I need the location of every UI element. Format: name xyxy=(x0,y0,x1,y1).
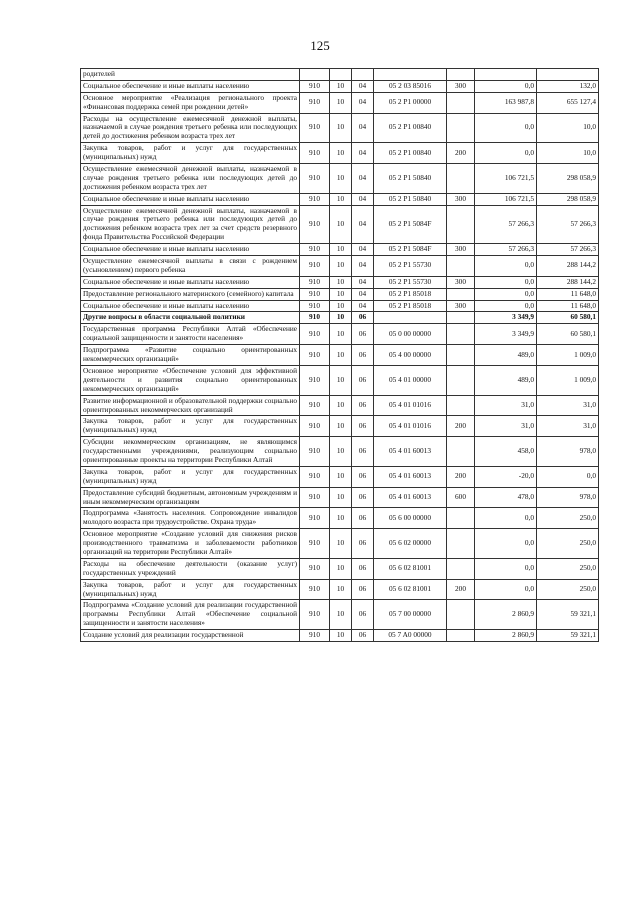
section-code-cell: 10 xyxy=(330,466,352,487)
target-article-cell: 05 2 P1 00000 xyxy=(374,92,447,113)
target-article-cell: 05 4 01 60013 xyxy=(374,437,447,467)
amount-2-cell: 1 009,0 xyxy=(537,345,599,366)
section-code-cell: 10 xyxy=(330,300,352,312)
target-article-cell xyxy=(374,69,447,81)
subsection-code-cell: 06 xyxy=(352,529,374,559)
row-name-cell: Предоставление регионального материнского (семейного) капитала xyxy=(81,288,300,300)
table-row xyxy=(81,164,599,194)
target-article-cell: 05 2 P1 85018 xyxy=(374,300,447,312)
ministry-code-cell: 910 xyxy=(300,244,330,256)
ministry-code-cell: 910 xyxy=(300,365,330,395)
expense-type-cell xyxy=(447,69,475,81)
amount-1-cell: 3 349,9 xyxy=(475,312,537,324)
row-name-cell: Осуществление ежемесячной выплаты в связи с рождением (усыновлением) первого ребенка xyxy=(81,256,300,277)
amount-1-cell: 458,0 xyxy=(475,437,537,467)
target-article-cell: 05 4 01 00000 xyxy=(374,365,447,395)
amount-2-cell: 298 058,9 xyxy=(537,164,599,194)
amount-1-cell: 57 266,3 xyxy=(475,205,537,244)
amount-2-cell: 288 144,2 xyxy=(537,276,599,288)
subsection-code-cell: 04 xyxy=(352,92,374,113)
table-row xyxy=(81,193,599,205)
row-name-cell: Основное мероприятие «Реализация регионального проекта «Финансовая поддержка семей при рождении детей» xyxy=(81,92,300,113)
row-name-cell: Социальное обеспечение и иные выплаты населению xyxy=(81,80,300,92)
subsection-code-cell: 04 xyxy=(352,80,374,92)
table-row xyxy=(81,324,599,345)
amount-2-cell: 57 266,3 xyxy=(537,244,599,256)
target-article-cell: 05 6 02 81001 xyxy=(374,558,447,579)
table-row xyxy=(81,395,599,416)
amount-1-cell: 0,0 xyxy=(475,558,537,579)
ministry-code-cell: 910 xyxy=(300,345,330,366)
amount-2-cell: 655 127,4 xyxy=(537,92,599,113)
expense-type-cell: 300 xyxy=(447,193,475,205)
section-code-cell: 10 xyxy=(330,113,352,143)
target-article-cell: 05 2 P1 00840 xyxy=(374,143,447,164)
table-row xyxy=(81,256,599,277)
amount-2-cell: 60 580,1 xyxy=(537,324,599,345)
row-name-cell: Закупка товаров, работ и услуг для государственных (муниципальных) нужд xyxy=(81,579,300,600)
ministry-code-cell: 910 xyxy=(300,558,330,579)
expense-type-cell xyxy=(447,437,475,467)
target-article-cell: 05 2 P1 50840 xyxy=(374,193,447,205)
amount-2-cell: 0,0 xyxy=(537,466,599,487)
section-code-cell: 10 xyxy=(330,395,352,416)
subsection-code-cell: 04 xyxy=(352,300,374,312)
section-code-cell: 10 xyxy=(330,205,352,244)
section-code-cell: 10 xyxy=(330,630,352,642)
ministry-code-cell xyxy=(300,69,330,81)
section-code-cell: 10 xyxy=(330,288,352,300)
target-article-cell: 05 2 P1 55730 xyxy=(374,256,447,277)
ministry-code-cell: 910 xyxy=(300,92,330,113)
row-name-cell: Расходы на осуществление ежемесячной денежной выплаты, назначаемой в случае рождения третьего ребенка или последующих детей до достижения ребенком возраста трех лет xyxy=(81,113,300,143)
section-code-cell: 10 xyxy=(330,193,352,205)
expense-type-cell xyxy=(447,113,475,143)
section-code-cell: 10 xyxy=(330,324,352,345)
table-row xyxy=(81,288,599,300)
amount-1-cell: 0,0 xyxy=(475,529,537,559)
table-row xyxy=(81,244,599,256)
table-row xyxy=(81,69,599,81)
subsection-code-cell: 06 xyxy=(352,345,374,366)
subsection-code-cell: 06 xyxy=(352,324,374,345)
subsection-code-cell: 06 xyxy=(352,558,374,579)
target-article-cell: 05 7 A0 00000 xyxy=(374,630,447,642)
table-row xyxy=(81,345,599,366)
amount-2-cell: 250,0 xyxy=(537,579,599,600)
target-article-cell: 05 7 00 00000 xyxy=(374,600,447,630)
row-name-cell: Осуществление ежемесячной денежной выплаты, назначаемой в случае рождения третьего ребенка или последующих детей до достижения ребенком возраста трех лет за счет средств резервного фонда Правительства Российской Федерации xyxy=(81,205,300,244)
subsection-code-cell: 04 xyxy=(352,256,374,277)
row-name-cell: Социальное обеспечение и иные выплаты населению xyxy=(81,300,300,312)
expense-type-cell: 300 xyxy=(447,300,475,312)
ministry-code-cell: 910 xyxy=(300,80,330,92)
ministry-code-cell: 910 xyxy=(300,193,330,205)
amount-2-cell: 31,0 xyxy=(537,395,599,416)
amount-1-cell: 0,0 xyxy=(475,256,537,277)
section-code-cell: 10 xyxy=(330,276,352,288)
table-row xyxy=(81,630,599,642)
ministry-code-cell: 910 xyxy=(300,113,330,143)
amount-2-cell: 60 580,1 xyxy=(537,312,599,324)
amount-1-cell: 0,0 xyxy=(475,143,537,164)
table-row xyxy=(81,437,599,467)
amount-2-cell: 132,0 xyxy=(537,80,599,92)
table-row xyxy=(81,143,599,164)
ministry-code-cell: 910 xyxy=(300,395,330,416)
amount-2-cell: 978,0 xyxy=(537,487,599,508)
subsection-code-cell: 06 xyxy=(352,508,374,529)
amount-2-cell: 31,0 xyxy=(537,416,599,437)
row-name-cell: Подпрограмма «Развитие социально ориентированных некоммерческих организаций» xyxy=(81,345,300,366)
amount-1-cell: 0,0 xyxy=(475,80,537,92)
expense-type-cell xyxy=(447,365,475,395)
expense-type-cell xyxy=(447,508,475,529)
section-code-cell: 10 xyxy=(330,345,352,366)
ministry-code-cell: 910 xyxy=(300,466,330,487)
amount-1-cell: 31,0 xyxy=(475,416,537,437)
ministry-code-cell: 910 xyxy=(300,529,330,559)
amount-2-cell: 57 266,3 xyxy=(537,205,599,244)
expense-type-cell xyxy=(447,256,475,277)
ministry-code-cell: 910 xyxy=(300,276,330,288)
amount-1-cell: 106 721,5 xyxy=(475,193,537,205)
ministry-code-cell: 910 xyxy=(300,416,330,437)
section-code-cell: 10 xyxy=(330,256,352,277)
amount-2-cell: 10,0 xyxy=(537,113,599,143)
target-article-cell: 05 2 P1 55730 xyxy=(374,276,447,288)
table-row xyxy=(81,300,599,312)
section-code-cell: 10 xyxy=(330,437,352,467)
target-article-cell: 05 4 01 01016 xyxy=(374,416,447,437)
expense-type-cell: 200 xyxy=(447,579,475,600)
amount-2-cell: 298 058,9 xyxy=(537,193,599,205)
table-row xyxy=(81,312,599,324)
target-article-cell: 05 2 P1 5084F xyxy=(374,205,447,244)
target-article-cell xyxy=(374,312,447,324)
subsection-code-cell: 06 xyxy=(352,365,374,395)
ministry-code-cell: 910 xyxy=(300,600,330,630)
subsection-code-cell: 06 xyxy=(352,487,374,508)
subsection-code-cell: 06 xyxy=(352,579,374,600)
subsection-code-cell: 06 xyxy=(352,395,374,416)
section-code-cell: 10 xyxy=(330,487,352,508)
row-name-cell: родителей xyxy=(81,69,300,81)
table-row xyxy=(81,276,599,288)
table-body xyxy=(81,69,599,642)
target-article-cell: 05 0 00 00000 xyxy=(374,324,447,345)
row-name-cell: Закупка товаров, работ и услуг для государственных (муниципальных) нужд xyxy=(81,466,300,487)
amount-2-cell: 11 648,0 xyxy=(537,288,599,300)
amount-1-cell: 106 721,5 xyxy=(475,164,537,194)
row-name-cell: Развитие информационной и образовательной поддержки социально ориентированных некоммерческих организаций xyxy=(81,395,300,416)
row-name-cell: Закупка товаров, работ и услуг для государственных (муниципальных) нужд xyxy=(81,416,300,437)
expense-type-cell xyxy=(447,205,475,244)
expense-type-cell: 200 xyxy=(447,466,475,487)
amount-1-cell: 31,0 xyxy=(475,395,537,416)
target-article-cell: 05 2 P1 50840 xyxy=(374,164,447,194)
ministry-code-cell: 910 xyxy=(300,256,330,277)
table-row xyxy=(81,113,599,143)
amount-2-cell: 11 648,0 xyxy=(537,300,599,312)
table-row xyxy=(81,529,599,559)
amount-1-cell: 489,0 xyxy=(475,365,537,395)
amount-1-cell: 478,0 xyxy=(475,487,537,508)
subsection-code-cell: 06 xyxy=(352,466,374,487)
subsection-code-cell: 06 xyxy=(352,600,374,630)
amount-1-cell: -20,0 xyxy=(475,466,537,487)
table-row xyxy=(81,600,599,630)
amount-1-cell xyxy=(475,69,537,81)
subsection-code-cell xyxy=(352,69,374,81)
section-code-cell: 10 xyxy=(330,558,352,579)
row-name-cell: Подпрограмма «Занятость населения. Сопровождение инвалидов молодого возраста при трудоустройстве. Охрана труда» xyxy=(81,508,300,529)
expense-type-cell xyxy=(447,558,475,579)
target-article-cell: 05 2 P1 5084F xyxy=(374,244,447,256)
table-row xyxy=(81,80,599,92)
table-row xyxy=(81,416,599,437)
row-name-cell: Предоставление субсидий бюджетным, автономным учреждениям и иным некоммерческим организациям xyxy=(81,487,300,508)
section-code-cell: 10 xyxy=(330,92,352,113)
expense-type-cell xyxy=(447,288,475,300)
target-article-cell: 05 6 02 81001 xyxy=(374,579,447,600)
ministry-code-cell: 910 xyxy=(300,143,330,164)
expense-type-cell xyxy=(447,164,475,194)
subsection-code-cell: 04 xyxy=(352,205,374,244)
amount-1-cell: 0,0 xyxy=(475,288,537,300)
subsection-code-cell: 06 xyxy=(352,630,374,642)
budget-table xyxy=(80,68,599,642)
target-article-cell: 05 6 00 00000 xyxy=(374,508,447,529)
row-name-cell: Расходы на обеспечение деятельности (оказание услуг) государственных учреждений xyxy=(81,558,300,579)
amount-1-cell: 163 987,8 xyxy=(475,92,537,113)
expense-type-cell xyxy=(447,529,475,559)
amount-1-cell: 57 266,3 xyxy=(475,244,537,256)
section-code-cell: 10 xyxy=(330,416,352,437)
row-name-cell: Осуществление ежемесячной денежной выплаты, назначаемой в случае рождения третьего ребенка или последующих детей до достижения ребенком возраста трех лет xyxy=(81,164,300,194)
section-code-cell: 10 xyxy=(330,143,352,164)
table-row xyxy=(81,579,599,600)
amount-2-cell xyxy=(537,69,599,81)
row-name-cell: Подпрограмма «Создание условий для реализации государственной программы Республики Алтай «Обеспечение социальной защищенности и занятости населения» xyxy=(81,600,300,630)
amount-1-cell: 489,0 xyxy=(475,345,537,366)
amount-2-cell: 288 144,2 xyxy=(537,256,599,277)
target-article-cell: 05 4 01 60013 xyxy=(374,487,447,508)
row-name-cell: Другие вопросы в области социальной политики xyxy=(81,312,300,324)
section-code-cell: 10 xyxy=(330,80,352,92)
ministry-code-cell: 910 xyxy=(300,487,330,508)
amount-2-cell: 59 321,1 xyxy=(537,630,599,642)
amount-2-cell: 10,0 xyxy=(537,143,599,164)
row-name-cell: Субсидии некоммерческим организациям, не являющимся государственными учреждениями, реализующим социально ориентированные проекты на территории Республики Алтай xyxy=(81,437,300,467)
ministry-code-cell: 910 xyxy=(300,164,330,194)
section-code-cell xyxy=(330,69,352,81)
subsection-code-cell: 04 xyxy=(352,276,374,288)
ministry-code-cell: 910 xyxy=(300,205,330,244)
amount-1-cell: 2 860,9 xyxy=(475,630,537,642)
table-row xyxy=(81,508,599,529)
expense-type-cell: 200 xyxy=(447,416,475,437)
page-number: 125 xyxy=(310,38,330,53)
subsection-code-cell: 04 xyxy=(352,288,374,300)
amount-1-cell: 0,0 xyxy=(475,508,537,529)
expense-type-cell xyxy=(447,312,475,324)
ministry-code-cell: 910 xyxy=(300,300,330,312)
row-name-cell: Основное мероприятие «Создание условий для снижения рисков производственного травматизма и заболеваемости работников организаций на территории Республики Алтай» xyxy=(81,529,300,559)
section-code-cell: 10 xyxy=(330,365,352,395)
expense-type-cell xyxy=(447,395,475,416)
section-code-cell: 10 xyxy=(330,312,352,324)
subsection-code-cell: 04 xyxy=(352,113,374,143)
section-code-cell: 10 xyxy=(330,244,352,256)
expense-type-cell xyxy=(447,600,475,630)
amount-2-cell: 250,0 xyxy=(537,508,599,529)
amount-1-cell: 0,0 xyxy=(475,300,537,312)
expense-type-cell xyxy=(447,345,475,366)
row-name-cell: Закупка товаров, работ и услуг для государственных (муниципальных) нужд xyxy=(81,143,300,164)
row-name-cell: Основное мероприятие «Обеспечение условий для эффективной деятельности и развития социально ориентированных некоммерческих организаций» xyxy=(81,365,300,395)
target-article-cell: 05 2 P1 85018 xyxy=(374,288,447,300)
amount-1-cell: 0,0 xyxy=(475,113,537,143)
subsection-code-cell: 06 xyxy=(352,416,374,437)
amount-2-cell: 250,0 xyxy=(537,529,599,559)
amount-2-cell: 59 321,1 xyxy=(537,600,599,630)
expense-type-cell: 300 xyxy=(447,80,475,92)
section-code-cell: 10 xyxy=(330,164,352,194)
amount-1-cell: 2 860,9 xyxy=(475,600,537,630)
ministry-code-cell: 910 xyxy=(300,312,330,324)
ministry-code-cell: 910 xyxy=(300,508,330,529)
subsection-code-cell: 06 xyxy=(352,437,374,467)
table-row xyxy=(81,205,599,244)
row-name-cell: Социальное обеспечение и иные выплаты населению xyxy=(81,276,300,288)
amount-2-cell: 978,0 xyxy=(537,437,599,467)
section-code-cell: 10 xyxy=(330,529,352,559)
ministry-code-cell: 910 xyxy=(300,630,330,642)
subsection-code-cell: 04 xyxy=(352,193,374,205)
expense-type-cell xyxy=(447,324,475,345)
expense-type-cell: 200 xyxy=(447,143,475,164)
amount-2-cell: 250,0 xyxy=(537,558,599,579)
row-name-cell: Государственная программа Республики Алтай «Обеспечение социальной защищенности и занятости населения» xyxy=(81,324,300,345)
expense-type-cell xyxy=(447,92,475,113)
ministry-code-cell: 910 xyxy=(300,324,330,345)
section-code-cell: 10 xyxy=(330,579,352,600)
table-row xyxy=(81,487,599,508)
subsection-code-cell: 04 xyxy=(352,164,374,194)
expense-type-cell: 300 xyxy=(447,276,475,288)
expense-type-cell: 300 xyxy=(447,244,475,256)
target-article-cell: 05 6 02 00000 xyxy=(374,529,447,559)
target-article-cell: 05 4 00 00000 xyxy=(374,345,447,366)
target-article-cell: 05 2 P1 00840 xyxy=(374,113,447,143)
target-article-cell: 05 4 01 01016 xyxy=(374,395,447,416)
target-article-cell: 05 4 01 60013 xyxy=(374,466,447,487)
ministry-code-cell: 910 xyxy=(300,437,330,467)
target-article-cell: 05 2 03 85016 xyxy=(374,80,447,92)
row-name-cell: Социальное обеспечение и иные выплаты населению xyxy=(81,193,300,205)
amount-1-cell: 0,0 xyxy=(475,276,537,288)
section-code-cell: 10 xyxy=(330,600,352,630)
table-row xyxy=(81,92,599,113)
row-name-cell: Социальное обеспечение и иные выплаты населению xyxy=(81,244,300,256)
table-row xyxy=(81,466,599,487)
expense-type-cell xyxy=(447,630,475,642)
expense-type-cell: 600 xyxy=(447,487,475,508)
table-row xyxy=(81,365,599,395)
amount-1-cell: 0,0 xyxy=(475,579,537,600)
amount-2-cell: 1 009,0 xyxy=(537,365,599,395)
ministry-code-cell: 910 xyxy=(300,288,330,300)
amount-1-cell: 3 349,9 xyxy=(475,324,537,345)
ministry-code-cell: 910 xyxy=(300,579,330,600)
subsection-code-cell: 04 xyxy=(352,143,374,164)
table-row xyxy=(81,558,599,579)
row-name-cell: Создание условий для реализации государственной xyxy=(81,630,300,642)
subsection-code-cell: 06 xyxy=(352,312,374,324)
subsection-code-cell: 04 xyxy=(352,244,374,256)
section-code-cell: 10 xyxy=(330,508,352,529)
